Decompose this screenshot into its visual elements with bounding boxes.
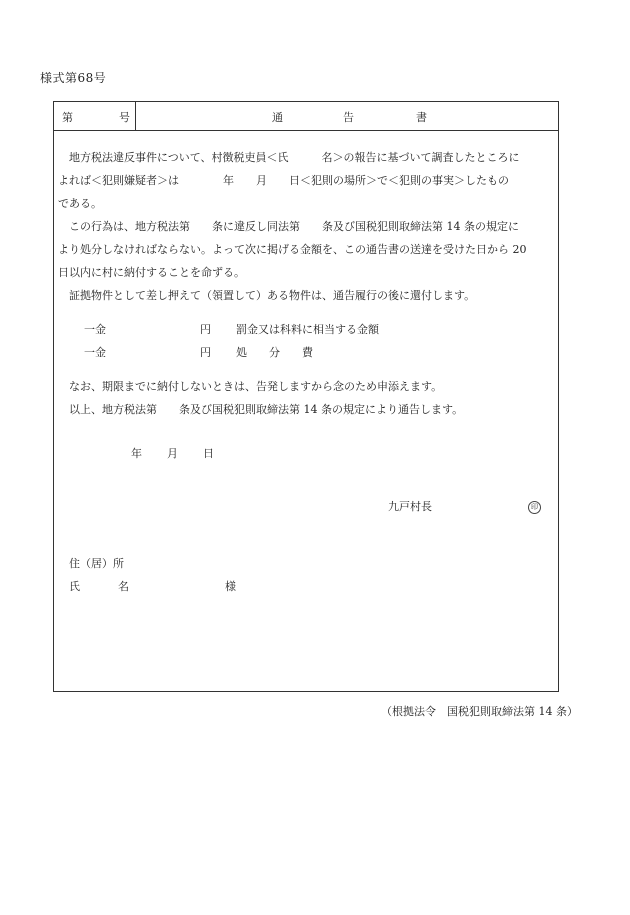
- para1-line3: である。: [58, 197, 102, 210]
- title-char-3: 書: [416, 111, 427, 124]
- para1-line1: 地方税法違反事件について、村徴税吏員＜氏 名＞の報告に基づいて調査したところに: [69, 151, 520, 164]
- amount2-unit: 円: [200, 346, 211, 359]
- date-year: 年: [131, 447, 142, 460]
- para4: なお、期限までに納付しないときは、告発しますから念のため申添えます。: [69, 380, 443, 393]
- para1-line2: よれば＜犯則嫌疑者＞は 年 月 日＜犯則の場所＞で＜犯則の事実＞したもの: [58, 174, 509, 187]
- date-month: 月: [167, 447, 178, 460]
- number-suffix: 号: [119, 111, 130, 124]
- notice-form-frame: [53, 101, 559, 692]
- name-label-second: 名: [118, 580, 129, 593]
- title-char-1: 通: [272, 111, 283, 124]
- issuer-name: 九戸村長: [388, 500, 432, 513]
- para2-line2: より処分しなければならない。よって次に掲げる金額を、この通告書の送達を受けた日から 20: [58, 243, 527, 256]
- date-day: 日: [203, 447, 214, 460]
- form-number-label: 様式第68号: [40, 71, 107, 85]
- amount1-label: 一金: [84, 323, 106, 336]
- amount1-desc: 罰金又は科料に相当する金額: [236, 323, 379, 336]
- title-char-2: 告: [343, 111, 354, 124]
- amount2-label: 一金: [84, 346, 106, 359]
- seal-mark: 印: [528, 501, 541, 514]
- amount1-unit: 円: [200, 323, 211, 336]
- legal-basis-note: （根拠法令 国税犯則取締法第 14 条）: [381, 705, 578, 718]
- form-header-row: [54, 102, 558, 131]
- name-label-first: 氏: [69, 580, 80, 593]
- number-prefix: 第: [62, 111, 73, 124]
- para5: 以上、地方税法第 条及び国税犯則取締法第 14 条の規定により通告します。: [69, 403, 464, 416]
- honorific: 様: [225, 580, 236, 593]
- amount2-desc: 処 分 費: [236, 346, 313, 359]
- address-label: 住（居）所: [69, 557, 124, 570]
- para3: 証拠物件として差し押えて（領置して）ある物件は、通告履行の後に還付します。: [69, 289, 476, 302]
- para2-line3: 日以内に村に納付することを命ずる。: [58, 266, 245, 279]
- para2-line1: この行為は、地方税法第 条に違反し同法第 条及び国税犯則取締法第 14 条の規定に: [69, 220, 519, 233]
- notice-number-cell: [54, 102, 136, 130]
